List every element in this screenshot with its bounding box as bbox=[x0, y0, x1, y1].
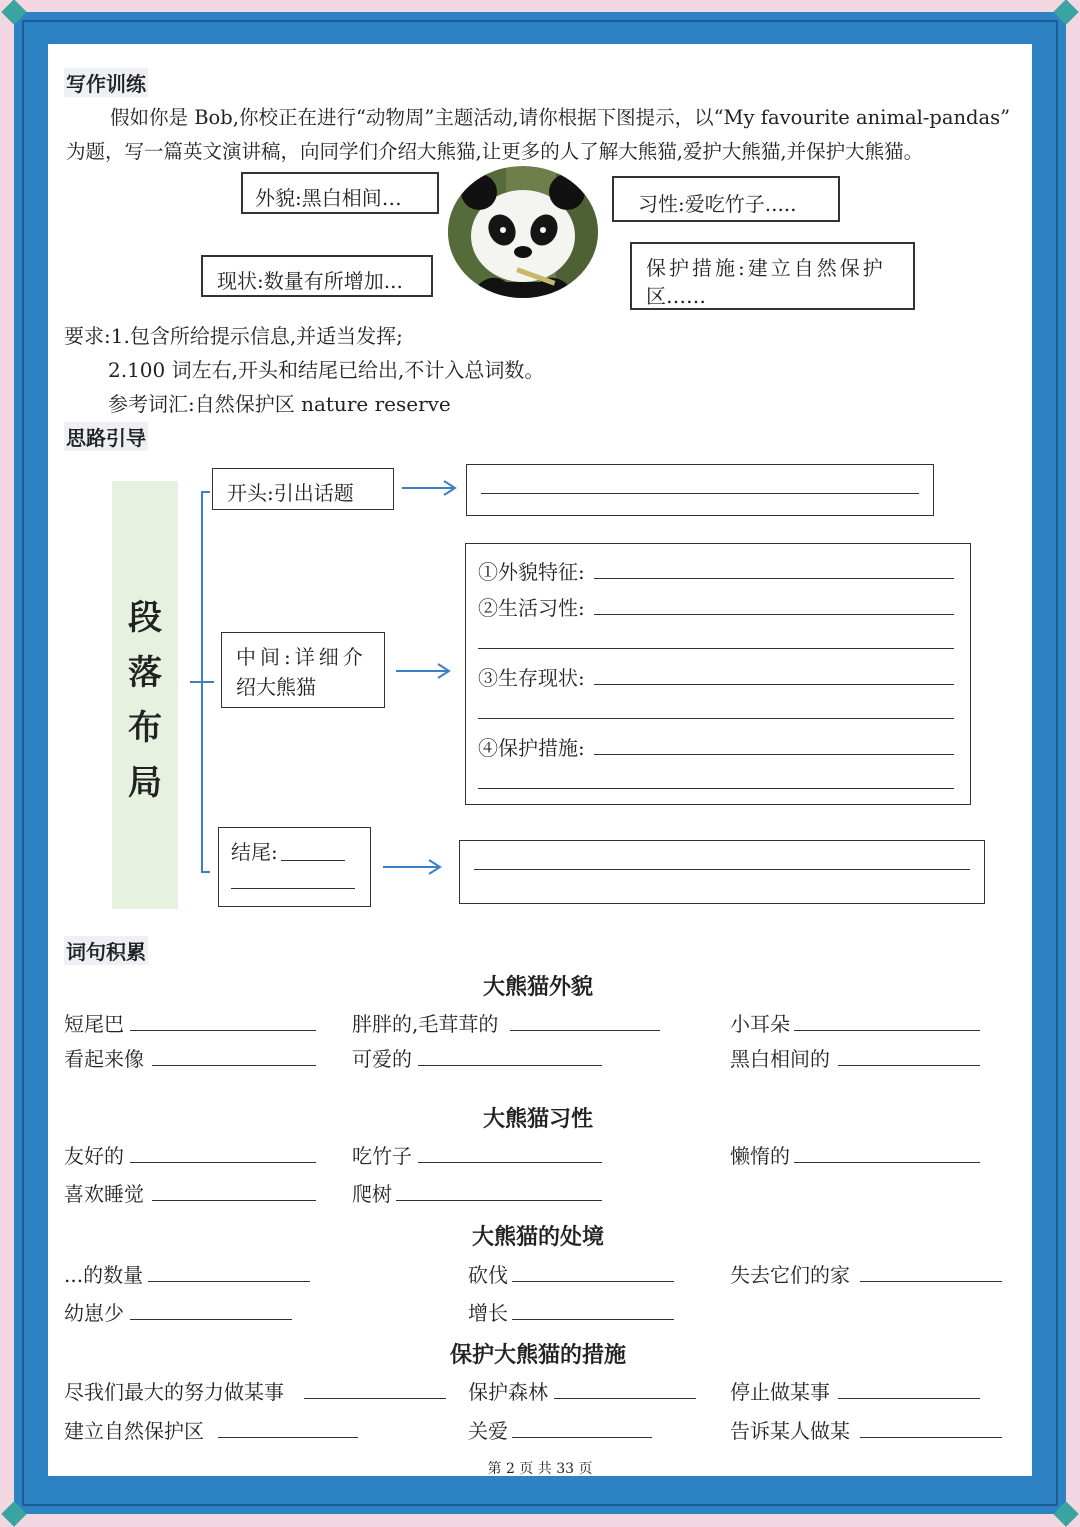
vocab-item: 懒惰的 bbox=[730, 1144, 790, 1168]
vocab-item: 告诉某人做某 bbox=[730, 1419, 850, 1443]
point-habit: ②生活习性: bbox=[478, 596, 585, 620]
requirement-2: 2.100 词左右,开头和结尾已给出,不计入总词数。 bbox=[108, 358, 545, 382]
middle-answer-box[interactable] bbox=[465, 543, 971, 805]
vocab-item: 增长 bbox=[468, 1301, 508, 1325]
vocab-item: 幼崽少 bbox=[64, 1301, 124, 1325]
vocab-item: 黑白相间的 bbox=[730, 1047, 830, 1071]
middle-label-line2: 绍大熊猫 bbox=[236, 675, 316, 699]
vocab-item: 短尾巴 bbox=[64, 1012, 124, 1036]
answer-line[interactable] bbox=[396, 1200, 602, 1201]
vocab-item: 砍伐 bbox=[468, 1263, 508, 1287]
prompt-line-2: 为题，写一篇英文演讲稿，向同学们介绍大熊猫,让更多的人了解大熊猫,爱护大熊猫,并保护大熊猫。 bbox=[66, 140, 924, 163]
vocab-item: 吃竹子 bbox=[352, 1144, 412, 1168]
vocab-item: 尽我们最大的努力做某事 bbox=[64, 1380, 284, 1404]
answer-line[interactable] bbox=[510, 1030, 660, 1031]
answer-line[interactable] bbox=[418, 1162, 602, 1163]
reference-vocab: 参考词汇:自然保护区 nature reserve bbox=[108, 392, 451, 416]
hint-box-habit bbox=[612, 176, 840, 222]
answer-line[interactable] bbox=[512, 1281, 674, 1282]
answer-line[interactable] bbox=[860, 1281, 1002, 1282]
arrow-right-icon bbox=[381, 857, 445, 877]
middle-box bbox=[221, 632, 385, 708]
opening-answer-box[interactable] bbox=[466, 464, 934, 516]
answer-line[interactable] bbox=[512, 1437, 652, 1438]
answer-line[interactable] bbox=[130, 1030, 316, 1031]
side-char: 段 bbox=[128, 598, 162, 638]
panda-image bbox=[446, 164, 600, 300]
section-title-vocab: 词句积累 bbox=[64, 936, 148, 965]
answer-line[interactable] bbox=[152, 1065, 316, 1066]
side-char: 局 bbox=[128, 763, 162, 803]
side-char: 布 bbox=[128, 708, 162, 748]
middle-label-line1: 中间:详细介 bbox=[236, 645, 367, 669]
ending-answer-box[interactable] bbox=[459, 840, 985, 904]
vocab-item: 小耳朵 bbox=[730, 1012, 790, 1036]
point-status: ③生存现状: bbox=[478, 666, 585, 690]
section-title-outline: 思路引导 bbox=[64, 422, 148, 451]
vocab-item: 友好的 bbox=[64, 1144, 124, 1168]
answer-line[interactable] bbox=[148, 1281, 310, 1282]
answer-line[interactable] bbox=[794, 1030, 980, 1031]
vocab-item: 停止做某事 bbox=[730, 1380, 830, 1404]
hint-protect-line1: 保护措施:建立自然保护 bbox=[646, 256, 886, 280]
vocab-item: 胖胖的,毛茸茸的 bbox=[352, 1012, 499, 1036]
category-title: 大熊猫习性 bbox=[482, 1107, 593, 1132]
page-number: 第 2 页 共 33 页 bbox=[487, 1461, 593, 1477]
worksheet-page bbox=[48, 44, 1032, 1476]
vocab-item: 保护森林 bbox=[468, 1380, 548, 1404]
side-char: 落 bbox=[128, 653, 162, 693]
prompt-line-1: 假如你是 Bob,你校正在进行“动物周”主题活动,请你根据下图提示，以“My favourite animal-pandas” bbox=[110, 106, 1011, 129]
answer-line[interactable] bbox=[554, 1398, 696, 1399]
category-title: 大熊猫外貌 bbox=[482, 975, 593, 1000]
outline-bracket bbox=[186, 484, 226, 884]
answer-line[interactable] bbox=[304, 1398, 446, 1399]
vocab-item: 爬树 bbox=[352, 1182, 392, 1206]
vocab-item: ...的数量 bbox=[64, 1263, 144, 1287]
opening-box bbox=[212, 468, 394, 510]
section-title-writing: 写作训练 bbox=[64, 68, 148, 97]
vocab-item: 建立自然保护区 bbox=[64, 1419, 204, 1443]
hint-habit-text: 习性:爱吃竹子..... bbox=[638, 192, 797, 216]
vocab-item: 喜欢睡觉 bbox=[64, 1182, 144, 1206]
hint-box-protect bbox=[630, 242, 915, 310]
requirement-1: 要求:1.包含所给提示信息,并适当发挥; bbox=[64, 324, 403, 348]
hint-box-status bbox=[201, 255, 433, 297]
ending-box bbox=[218, 827, 371, 907]
hint-protect-line2: 区…… bbox=[646, 284, 706, 308]
answer-line[interactable] bbox=[218, 1437, 358, 1438]
answer-line[interactable] bbox=[418, 1065, 602, 1066]
answer-line[interactable] bbox=[838, 1398, 980, 1399]
arrow-right-icon bbox=[400, 478, 460, 498]
answer-line[interactable] bbox=[512, 1319, 674, 1320]
answer-line[interactable] bbox=[152, 1200, 316, 1201]
ending-label: 结尾: bbox=[231, 840, 278, 864]
category-title: 保护大熊猫的措施 bbox=[449, 1343, 626, 1368]
answer-line[interactable] bbox=[860, 1437, 1002, 1438]
category-title: 大熊猫的处境 bbox=[471, 1225, 604, 1250]
answer-line[interactable] bbox=[130, 1319, 292, 1320]
paragraph-layout-bar bbox=[112, 481, 178, 909]
hint-appearance-text: 外貌:黑白相间… bbox=[255, 186, 402, 210]
hint-box-appearance bbox=[241, 172, 439, 214]
arrow-right-icon bbox=[394, 661, 454, 681]
opening-label: 开头:引出话题 bbox=[227, 481, 354, 505]
hint-status-text: 现状:数量有所增加... bbox=[217, 269, 403, 293]
point-appearance: ①外貌特征: bbox=[478, 560, 585, 584]
vocab-item: 可爱的 bbox=[352, 1047, 412, 1071]
answer-line[interactable] bbox=[838, 1065, 980, 1066]
answer-line[interactable] bbox=[794, 1162, 980, 1163]
vocab-item: 失去它们的家 bbox=[730, 1263, 850, 1287]
vocab-item: 关爱 bbox=[468, 1419, 508, 1443]
point-protect: ④保护措施: bbox=[478, 736, 585, 760]
answer-line[interactable] bbox=[130, 1162, 316, 1163]
vocab-item: 看起来像 bbox=[64, 1047, 144, 1071]
